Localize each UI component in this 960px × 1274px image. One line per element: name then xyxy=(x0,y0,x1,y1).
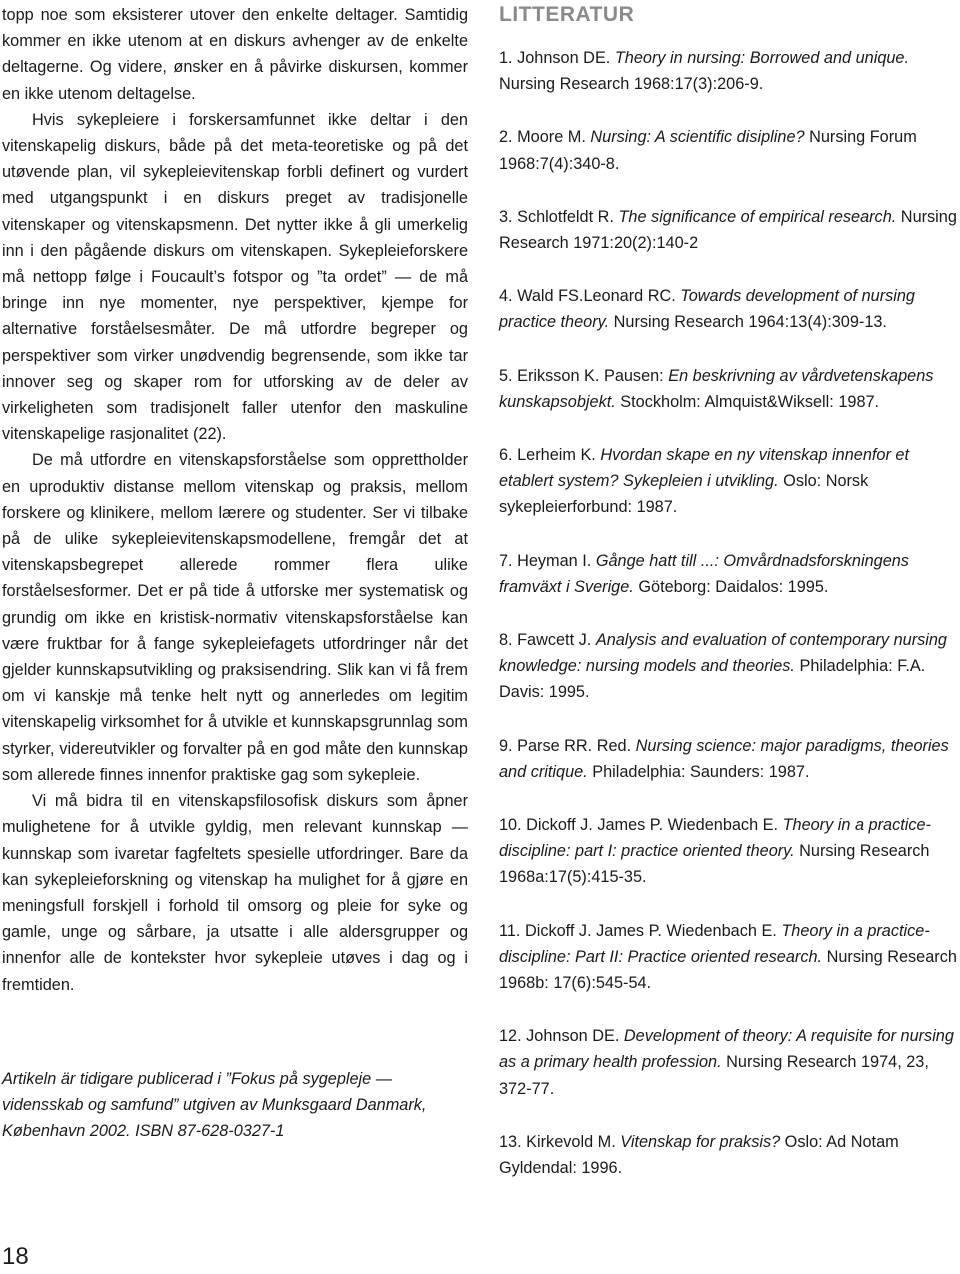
reference-authors: 4. Wald FS.Leonard RC. xyxy=(499,287,681,306)
reference-title: Nursing science: major paradigms, theories and critique. xyxy=(499,736,949,781)
body-paragraph: topp noe som eksisterer utover den enkelte deltager. Samtidig kommer en ikke utenom at en diskurs avhenger av de enkelte deltagerne. Og videre, ønsker en å påvirke diskursen, kommer en ikke utenom deltagelse. xyxy=(2,6,468,103)
references-heading: LITTERATUR xyxy=(499,3,635,26)
reference-source: Oslo: Norsk sykepleierforbund: 1987. xyxy=(499,472,869,517)
reference-source: Nursing Research 1968:17(3):206-9. xyxy=(499,75,764,94)
reference-item xyxy=(499,45,960,97)
reference-authors: 5. Eriksson K. Pausen: xyxy=(499,366,669,385)
reference-source: Stockholm: Almquist&Wiksell: 1987. xyxy=(615,392,880,411)
article-body xyxy=(2,2,468,998)
reference-source: Nursing Research 1974, 23, 372-77. xyxy=(499,1053,929,1098)
reference-authors: 7. Heyman I. xyxy=(499,551,596,570)
reference-authors: 8. Fawcett J. xyxy=(499,631,596,650)
reference-source: Oslo: Ad Notam Gyldendal: 1996. xyxy=(499,1132,899,1178)
reference-item xyxy=(499,124,960,176)
reference-item xyxy=(499,1129,960,1181)
reference-source: Philadelphia: Saunders: 1987. xyxy=(587,762,810,781)
reference-source: Nursing Research 1968b: 17(6):545-54. xyxy=(499,947,957,993)
body-paragraph: Vi må bidra til en vitenskapsfilosofisk diskurs som åpner mulighetene for å utvikle gyldig, men relevant kunnskap — kunnskap som ivaretar fagfeltets spesielle utfordringer. Bare da kan sykepleieforskning og vitenskap ha mulighet for å gjøre en meningsfull forskjell i forhold til omsorg og pleie for syke og gamle, unge og sårbare, ja utsatte i alle aldersgrupper og innenfor alle de kontekster hvor sykepleie utøves i dag og i fremtiden. xyxy=(2,792,468,994)
reference-authors: 6. Lerheim K. xyxy=(499,446,601,465)
reference-item xyxy=(499,283,960,335)
reference-title: Development of theory: A requisite for nursing as a primary health profession. xyxy=(499,1027,954,1072)
reference-title: Vitenskap for praksis? xyxy=(620,1132,781,1151)
reference-item xyxy=(499,1023,960,1102)
reference-authors: 9. Parse RR. Red. xyxy=(499,736,636,755)
reference-source: Nursing Research 1971:20(2):140-2 xyxy=(499,207,957,253)
reference-title: The significance of empirical research. xyxy=(618,207,897,226)
publication-note: Artikeln är tidigare publicerad i ”Fokus på sygepleje — vidensskab og samfund” utgiven av Munksgaard Danmark, København 2002. ISBN 87-628-0327-1 xyxy=(2,1070,427,1141)
reference-item xyxy=(499,204,960,256)
reference-title: Gånge hatt till ...: Omvårdnadsforskningens framväxt i Sverige. xyxy=(499,551,909,596)
body-paragraph: De må utfordre en vitenskapsforståelse som opprettholder en uproduktiv distanse mellom vitenskap og praksis, mellom forskere og klinikere, mellom lærere og studenter. Ser vi tilbake på de ulike sykepleievitenskapsmodellene, fremgår det at vitenskapsbegrepet allerede rommer flera ulike forståelsesformer. Det er på tide å utforske mer systematisk og grundig om ikke en kristisk-normativ vitenskapsforståelse kan være fruktbar for å fange sykepleiefagets utfordringer når det gjelder kunnskapsutvikling og praksisendring. Slik kan vi få frem om vi kanskje må tenke helt nytt og annerledes om legitim vitenskapelig virksomhet for å utvikle et kunnskapsgrunnlag som styrker, videreutvikler og forvalter på en god måte den kunnskap som allerede finnes innenfor praktiske gag som sykepleie. xyxy=(2,451,468,784)
references-section xyxy=(499,2,960,1208)
reference-title: En beskrivning av vårdvetenskapens kunskapsobjekt. xyxy=(499,366,934,411)
reference-authors: 3. Schlotfeldt R. xyxy=(499,207,619,226)
reference-source: Göteborg: Daidalos: 1995. xyxy=(633,577,829,596)
reference-source: Philadelphia: F.A. Davis: 1995. xyxy=(499,657,926,702)
reference-authors: 12. Johnson DE. xyxy=(499,1027,624,1046)
references-list xyxy=(499,45,960,1181)
reference-title: Analysis and evaluation of contemporary nursing knowledge: nursing models and theories. xyxy=(499,631,947,676)
reference-title: Theory in a practice-discipline: Part II: Practice oriented research. xyxy=(499,921,930,966)
reference-title: Theory in a practice-discipline: part I: practice oriented theory. xyxy=(499,816,931,861)
reference-title: Nursing: A scientific disipline? xyxy=(590,128,805,147)
reference-authors: 11. Dickoff J. James P. Wiedenbach E. xyxy=(499,921,782,940)
reference-source: Nursing Research 1964:13(4):309-13. xyxy=(609,313,887,332)
reference-authors: 2. Moore M. xyxy=(499,128,591,147)
reference-title: Hvordan skape en ny vitenskap innenfor et etablert system? Sykepleien i utvikling. xyxy=(499,446,909,491)
reference-title: Towards development of nursing practice theory. xyxy=(499,287,915,332)
reference-authors: 1. Johnson DE. xyxy=(499,49,615,67)
reference-item xyxy=(499,442,960,521)
page-number: 18 xyxy=(2,1243,29,1270)
reference-item xyxy=(499,812,960,891)
reference-item xyxy=(499,733,960,785)
reference-item xyxy=(499,918,960,997)
reference-title: Theory in nursing: Borrowed and unique. xyxy=(614,49,910,67)
reference-item xyxy=(499,548,960,600)
reference-authors: 13. Kirkevold M. xyxy=(499,1132,621,1151)
reference-item xyxy=(499,627,960,706)
reference-source: Nursing Forum 1968:7(4):340-8. xyxy=(499,128,917,173)
body-paragraph: Hvis sykepleiere i forskersamfunnet ikke deltar i den vitenskapelig diskurs, både på det meta-teoretiske og på det utøvende plan, vil sykepleievitenskap forbli definert og vurdert med utgangspunkt i en diskurs preget av tradisjonelle vitenskaper og vitenskapsmenn. Det nytter ikke å gli umerkelig inn i den pågående diskurs om vitenskapen. Sykepleieforskere må nettopp følge i Foucault’s fotspor og ”ta ordet” — de må bringe inn nye momenter, nye perspektiver, kjempe for alternative forståelsesmåter. De må utfordre begreper og perspektiver som virker unødvendig begrensende, som ikke tar innover seg og skaper rom for utforsking av de deler av virkeligheten som tradisjonelt faller utenfor den maskuline vitenskapelige rasjonalitet (22). xyxy=(2,110,468,444)
reference-item xyxy=(499,363,960,415)
reference-authors: 10. Dickoff J. James P. Wiedenbach E. xyxy=(499,816,783,835)
reference-source: Nursing Research 1968a:17(5):415-35. xyxy=(499,842,930,887)
